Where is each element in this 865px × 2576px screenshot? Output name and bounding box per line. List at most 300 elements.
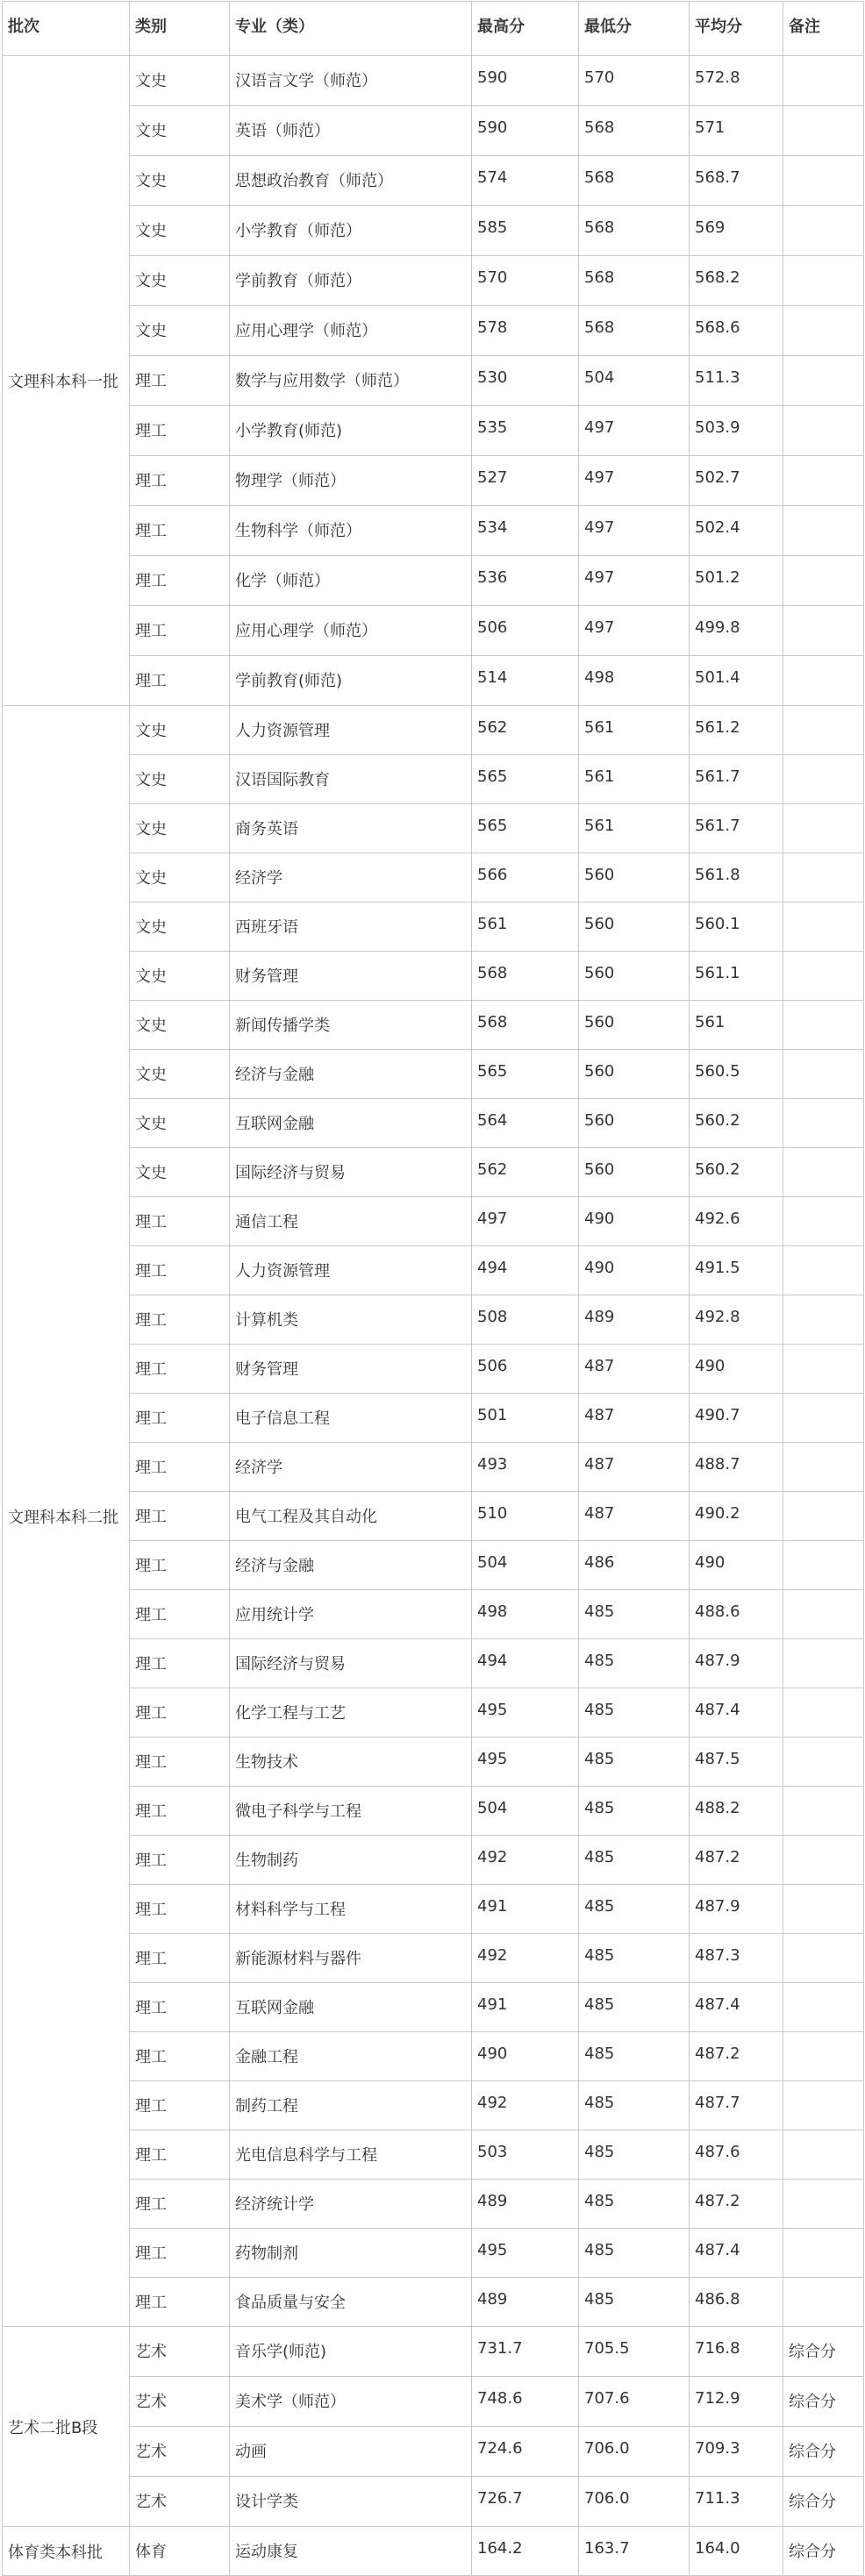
table-row xyxy=(3,1295,864,1345)
note-cell xyxy=(783,952,864,1001)
batch-cell: 文理科本科一批 xyxy=(3,56,130,706)
category-cell: 理工 xyxy=(130,1787,230,1836)
max-score-cell: 724.6 xyxy=(472,2427,579,2477)
max-score-cell: 492 xyxy=(472,1934,579,1983)
category-cell: 理工 xyxy=(130,1836,230,1885)
avg-score-cell: 164.0 xyxy=(690,2527,783,2576)
max-score-cell: 565 xyxy=(472,804,579,853)
category-cell: 理工 xyxy=(130,1590,230,1639)
avg-score-cell: 560.5 xyxy=(690,1050,783,1099)
max-score-cell: 506 xyxy=(472,606,579,656)
major-cell: 化学工程与工艺 xyxy=(230,1688,472,1738)
major-cell: 经济学 xyxy=(230,1443,472,1492)
avg-score-cell: 511.3 xyxy=(690,356,783,406)
avg-score-cell: 501.4 xyxy=(690,656,783,706)
major-cell: 美术学（师范） xyxy=(230,2377,472,2427)
min-score-cell: 706.0 xyxy=(579,2477,690,2527)
min-score-cell: 705.5 xyxy=(579,2327,690,2377)
major-cell: 金融工程 xyxy=(230,2032,472,2081)
note-cell xyxy=(783,903,864,952)
table-row xyxy=(3,106,864,156)
table-row xyxy=(3,804,864,853)
category-cell: 文史 xyxy=(130,106,230,156)
table-row xyxy=(3,356,864,406)
max-score-cell: 534 xyxy=(472,506,579,556)
avg-score-cell: 709.3 xyxy=(690,2427,783,2477)
max-score-cell: 748.6 xyxy=(472,2377,579,2427)
table-row xyxy=(3,755,864,804)
admission-scores-table xyxy=(2,1,864,2576)
max-score-cell: 565 xyxy=(472,1050,579,1099)
category-cell: 理工 xyxy=(130,2229,230,2278)
note-cell xyxy=(783,2180,864,2229)
note-cell xyxy=(783,56,864,106)
category-cell: 理工 xyxy=(130,2032,230,2081)
max-score-cell: 495 xyxy=(472,2229,579,2278)
avg-score-cell: 487.4 xyxy=(690,1983,783,2032)
category-cell: 体育 xyxy=(130,2527,230,2576)
category-cell: 理工 xyxy=(130,1295,230,1345)
table-row xyxy=(3,1394,864,1443)
category-cell: 文史 xyxy=(130,952,230,1001)
min-score-cell: 486 xyxy=(579,1541,690,1590)
header-category: 类别 xyxy=(130,2,230,56)
major-cell: 小学教育(师范) xyxy=(230,406,472,456)
table-row xyxy=(3,1148,864,1197)
note-cell xyxy=(783,1394,864,1443)
note-cell xyxy=(783,1050,864,1099)
category-cell: 文史 xyxy=(130,804,230,853)
max-score-cell: 590 xyxy=(472,56,579,106)
major-cell: 设计学类 xyxy=(230,2477,472,2527)
max-score-cell: 510 xyxy=(472,1492,579,1541)
avg-score-cell: 487.6 xyxy=(690,2130,783,2180)
max-score-cell: 504 xyxy=(472,1541,579,1590)
min-score-cell: 706.0 xyxy=(579,2427,690,2477)
major-cell: 药物制剂 xyxy=(230,2229,472,2278)
max-score-cell: 574 xyxy=(472,156,579,206)
category-cell: 艺术 xyxy=(130,2327,230,2377)
max-score-cell: 508 xyxy=(472,1295,579,1345)
min-score-cell: 487 xyxy=(579,1345,690,1394)
major-cell: 物理学（师范） xyxy=(230,456,472,506)
min-score-cell: 560 xyxy=(579,853,690,903)
min-score-cell: 561 xyxy=(579,706,690,755)
category-cell: 艺术 xyxy=(130,2477,230,2527)
min-score-cell: 485 xyxy=(579,1787,690,1836)
category-cell: 理工 xyxy=(130,606,230,656)
category-cell: 理工 xyxy=(130,506,230,556)
avg-score-cell: 487.9 xyxy=(690,1885,783,1934)
table-row xyxy=(3,853,864,903)
note-cell xyxy=(783,1934,864,1983)
major-cell: 制药工程 xyxy=(230,2081,472,2130)
category-cell: 理工 xyxy=(130,2278,230,2327)
avg-score-cell: 491.5 xyxy=(690,1246,783,1295)
min-score-cell: 485 xyxy=(579,2180,690,2229)
note-cell xyxy=(783,1295,864,1345)
major-cell: 学前教育(师范) xyxy=(230,656,472,706)
table-row xyxy=(3,2477,864,2527)
header-batch: 批次 xyxy=(3,2,130,56)
batch-cell: 体育类本科批 xyxy=(3,2527,130,2576)
max-score-cell: 731.7 xyxy=(472,2327,579,2377)
table-row xyxy=(3,1050,864,1099)
table-row xyxy=(3,1688,864,1738)
min-score-cell: 485 xyxy=(579,1639,690,1688)
note-cell xyxy=(783,1197,864,1246)
min-score-cell: 560 xyxy=(579,1050,690,1099)
table-row xyxy=(3,1099,864,1148)
major-cell: 光电信息科学与工程 xyxy=(230,2130,472,2180)
note-cell: 综合分 xyxy=(783,2527,864,2576)
table-row xyxy=(3,1590,864,1639)
max-score-cell: 493 xyxy=(472,1443,579,1492)
major-cell: 经济与金融 xyxy=(230,1050,472,1099)
max-score-cell: 164.2 xyxy=(472,2527,579,2576)
table-row xyxy=(3,2278,864,2327)
category-cell: 理工 xyxy=(130,2180,230,2229)
min-score-cell: 485 xyxy=(579,1836,690,1885)
note-cell xyxy=(783,1148,864,1197)
category-cell: 理工 xyxy=(130,1983,230,2032)
header-row xyxy=(3,2,864,56)
avg-score-cell: 487.5 xyxy=(690,1738,783,1787)
major-cell: 互联网金融 xyxy=(230,1099,472,1148)
table-row xyxy=(3,56,864,106)
table-row xyxy=(3,1541,864,1590)
note-cell xyxy=(783,456,864,506)
avg-score-cell: 561.7 xyxy=(690,755,783,804)
major-cell: 音乐学(师范) xyxy=(230,2327,472,2377)
avg-score-cell: 487.4 xyxy=(690,2229,783,2278)
note-cell xyxy=(783,1492,864,1541)
table-row xyxy=(3,2180,864,2229)
avg-score-cell: 502.4 xyxy=(690,506,783,556)
note-cell: 综合分 xyxy=(783,2327,864,2377)
min-score-cell: 561 xyxy=(579,755,690,804)
avg-score-cell: 568.7 xyxy=(690,156,783,206)
category-cell: 文史 xyxy=(130,156,230,206)
max-score-cell: 562 xyxy=(472,1148,579,1197)
avg-score-cell: 561.8 xyxy=(690,853,783,903)
min-score-cell: 568 xyxy=(579,206,690,256)
table-row xyxy=(3,256,864,306)
note-cell: 综合分 xyxy=(783,2377,864,2427)
avg-score-cell: 492.6 xyxy=(690,1197,783,1246)
avg-score-cell: 487.4 xyxy=(690,1688,783,1738)
avg-score-cell: 561.1 xyxy=(690,952,783,1001)
min-score-cell: 560 xyxy=(579,1099,690,1148)
table-row xyxy=(3,1197,864,1246)
max-score-cell: 590 xyxy=(472,106,579,156)
avg-score-cell: 487.9 xyxy=(690,1639,783,1688)
table-row xyxy=(3,1738,864,1787)
min-score-cell: 163.7 xyxy=(579,2527,690,2576)
note-cell xyxy=(783,1099,864,1148)
avg-score-cell: 572.8 xyxy=(690,56,783,106)
max-score-cell: 530 xyxy=(472,356,579,406)
header-max-score: 最高分 xyxy=(472,2,579,56)
table-body xyxy=(3,56,864,2576)
category-cell: 文史 xyxy=(130,1050,230,1099)
major-cell: 经济学 xyxy=(230,853,472,903)
min-score-cell: 497 xyxy=(579,406,690,456)
max-score-cell: 536 xyxy=(472,556,579,606)
max-score-cell: 494 xyxy=(472,1246,579,1295)
category-cell: 理工 xyxy=(130,1639,230,1688)
min-score-cell: 485 xyxy=(579,2278,690,2327)
note-cell xyxy=(783,1885,864,1934)
max-score-cell: 491 xyxy=(472,1885,579,1934)
category-cell: 理工 xyxy=(130,1688,230,1738)
category-cell: 文史 xyxy=(130,1099,230,1148)
min-score-cell: 561 xyxy=(579,804,690,853)
major-cell: 互联网金融 xyxy=(230,1983,472,2032)
avg-score-cell: 488.6 xyxy=(690,1590,783,1639)
note-cell xyxy=(783,2081,864,2130)
category-cell: 理工 xyxy=(130,456,230,506)
note-cell xyxy=(783,1787,864,1836)
note-cell xyxy=(783,1443,864,1492)
table-row xyxy=(3,1246,864,1295)
min-score-cell: 487 xyxy=(579,1492,690,1541)
max-score-cell: 562 xyxy=(472,706,579,755)
avg-score-cell: 499.8 xyxy=(690,606,783,656)
note-cell xyxy=(783,2278,864,2327)
min-score-cell: 504 xyxy=(579,356,690,406)
major-cell: 生物科学（师范） xyxy=(230,506,472,556)
max-score-cell: 527 xyxy=(472,456,579,506)
max-score-cell: 503 xyxy=(472,2130,579,2180)
category-cell: 理工 xyxy=(130,656,230,706)
min-score-cell: 498 xyxy=(579,656,690,706)
max-score-cell: 489 xyxy=(472,2180,579,2229)
avg-score-cell: 487.2 xyxy=(690,2180,783,2229)
avg-score-cell: 486.8 xyxy=(690,2278,783,2327)
avg-score-cell: 487.2 xyxy=(690,2032,783,2081)
avg-score-cell: 561.7 xyxy=(690,804,783,853)
category-cell: 文史 xyxy=(130,306,230,356)
major-cell: 小学教育（师范） xyxy=(230,206,472,256)
max-score-cell: 565 xyxy=(472,755,579,804)
note-cell xyxy=(783,1688,864,1738)
max-score-cell: 585 xyxy=(472,206,579,256)
table-row xyxy=(3,306,864,356)
category-cell: 文史 xyxy=(130,256,230,306)
min-score-cell: 490 xyxy=(579,1246,690,1295)
min-score-cell: 485 xyxy=(579,2130,690,2180)
table-row xyxy=(3,2327,864,2377)
avg-score-cell: 487.2 xyxy=(690,1836,783,1885)
avg-score-cell: 712.9 xyxy=(690,2377,783,2427)
avg-score-cell: 568.6 xyxy=(690,306,783,356)
max-score-cell: 497 xyxy=(472,1197,579,1246)
category-cell: 理工 xyxy=(130,1345,230,1394)
avg-score-cell: 711.3 xyxy=(690,2477,783,2527)
max-score-cell: 570 xyxy=(472,256,579,306)
note-cell: 综合分 xyxy=(783,2427,864,2477)
major-cell: 学前教育（师范） xyxy=(230,256,472,306)
note-cell xyxy=(783,1590,864,1639)
table-row xyxy=(3,2427,864,2477)
major-cell: 通信工程 xyxy=(230,1197,472,1246)
table-row xyxy=(3,1934,864,1983)
table-row xyxy=(3,206,864,256)
note-cell xyxy=(783,256,864,306)
max-score-cell: 514 xyxy=(472,656,579,706)
avg-score-cell: 560.2 xyxy=(690,1148,783,1197)
note-cell xyxy=(783,1836,864,1885)
major-cell: 动画 xyxy=(230,2427,472,2477)
note-cell xyxy=(783,506,864,556)
table-row xyxy=(3,2032,864,2081)
category-cell: 理工 xyxy=(130,1197,230,1246)
max-score-cell: 501 xyxy=(472,1394,579,1443)
max-score-cell: 566 xyxy=(472,853,579,903)
major-cell: 西班牙语 xyxy=(230,903,472,952)
avg-score-cell: 571 xyxy=(690,106,783,156)
min-score-cell: 490 xyxy=(579,1197,690,1246)
table-row xyxy=(3,1983,864,2032)
category-cell: 理工 xyxy=(130,1738,230,1787)
table-row xyxy=(3,156,864,206)
major-cell: 汉语国际教育 xyxy=(230,755,472,804)
category-cell: 理工 xyxy=(130,1394,230,1443)
table-row xyxy=(3,406,864,456)
category-cell: 理工 xyxy=(130,356,230,406)
note-cell xyxy=(783,1541,864,1590)
major-cell: 应用心理学（师范） xyxy=(230,606,472,656)
min-score-cell: 485 xyxy=(579,1983,690,2032)
major-cell: 国际经济与贸易 xyxy=(230,1639,472,1688)
avg-score-cell: 560.2 xyxy=(690,1099,783,1148)
min-score-cell: 497 xyxy=(579,456,690,506)
avg-score-cell: 490 xyxy=(690,1345,783,1394)
avg-score-cell: 488.7 xyxy=(690,1443,783,1492)
major-cell: 电气工程及其自动化 xyxy=(230,1492,472,1541)
note-cell xyxy=(783,356,864,406)
max-score-cell: 494 xyxy=(472,1639,579,1688)
min-score-cell: 568 xyxy=(579,256,690,306)
avg-score-cell: 716.8 xyxy=(690,2327,783,2377)
min-score-cell: 485 xyxy=(579,1738,690,1787)
major-cell: 生物技术 xyxy=(230,1738,472,1787)
note-cell xyxy=(783,606,864,656)
note-cell xyxy=(783,306,864,356)
table-row xyxy=(3,706,864,755)
avg-score-cell: 490 xyxy=(690,1541,783,1590)
major-cell: 微电子科学与工程 xyxy=(230,1787,472,1836)
avg-score-cell: 490.2 xyxy=(690,1492,783,1541)
table-row xyxy=(3,2377,864,2427)
note-cell xyxy=(783,2032,864,2081)
category-cell: 理工 xyxy=(130,1934,230,1983)
category-cell: 理工 xyxy=(130,1492,230,1541)
min-score-cell: 568 xyxy=(579,156,690,206)
major-cell: 人力资源管理 xyxy=(230,706,472,755)
min-score-cell: 497 xyxy=(579,606,690,656)
table-row xyxy=(3,556,864,606)
min-score-cell: 485 xyxy=(579,1590,690,1639)
category-cell: 文史 xyxy=(130,853,230,903)
note-cell xyxy=(783,206,864,256)
category-cell: 理工 xyxy=(130,556,230,606)
table-row xyxy=(3,952,864,1001)
note-cell xyxy=(783,1001,864,1050)
min-score-cell: 485 xyxy=(579,1934,690,1983)
avg-score-cell: 560.1 xyxy=(690,903,783,952)
category-cell: 文史 xyxy=(130,1001,230,1050)
major-cell: 数学与应用数学（师范） xyxy=(230,356,472,406)
category-cell: 理工 xyxy=(130,1246,230,1295)
note-cell xyxy=(783,156,864,206)
max-score-cell: 504 xyxy=(472,1787,579,1836)
avg-score-cell: 503.9 xyxy=(690,406,783,456)
min-score-cell: 560 xyxy=(579,1148,690,1197)
avg-score-cell: 569 xyxy=(690,206,783,256)
category-cell: 理工 xyxy=(130,2081,230,2130)
major-cell: 运动康复 xyxy=(230,2527,472,2576)
note-cell xyxy=(783,556,864,606)
min-score-cell: 489 xyxy=(579,1295,690,1345)
note-cell xyxy=(783,706,864,755)
min-score-cell: 485 xyxy=(579,2229,690,2278)
major-cell: 英语（师范） xyxy=(230,106,472,156)
major-cell: 材料科学与工程 xyxy=(230,1885,472,1934)
major-cell: 电子信息工程 xyxy=(230,1394,472,1443)
major-cell: 新能源材料与器件 xyxy=(230,1934,472,1983)
header-note: 备注 xyxy=(783,2,864,56)
major-cell: 计算机类 xyxy=(230,1295,472,1345)
category-cell: 文史 xyxy=(130,1148,230,1197)
avg-score-cell: 487.3 xyxy=(690,1934,783,1983)
table-row xyxy=(3,2527,864,2576)
min-score-cell: 497 xyxy=(579,506,690,556)
avg-score-cell: 490.7 xyxy=(690,1394,783,1443)
category-cell: 文史 xyxy=(130,903,230,952)
max-score-cell: 495 xyxy=(472,1688,579,1738)
avg-score-cell: 568.2 xyxy=(690,256,783,306)
min-score-cell: 485 xyxy=(579,1688,690,1738)
category-cell: 文史 xyxy=(130,706,230,755)
max-score-cell: 568 xyxy=(472,952,579,1001)
category-cell: 理工 xyxy=(130,406,230,456)
major-cell: 经济统计学 xyxy=(230,2180,472,2229)
min-score-cell: 485 xyxy=(579,1885,690,1934)
major-cell: 财务管理 xyxy=(230,1345,472,1394)
max-score-cell: 489 xyxy=(472,2278,579,2327)
min-score-cell: 485 xyxy=(579,2032,690,2081)
avg-score-cell: 487.7 xyxy=(690,2081,783,2130)
major-cell: 化学（师范） xyxy=(230,556,472,606)
table-row xyxy=(3,606,864,656)
avg-score-cell: 561 xyxy=(690,1001,783,1050)
table-row xyxy=(3,1492,864,1541)
note-cell xyxy=(783,656,864,706)
note-cell xyxy=(783,2229,864,2278)
avg-score-cell: 561.2 xyxy=(690,706,783,755)
table-row xyxy=(3,456,864,506)
max-score-cell: 491 xyxy=(472,1983,579,2032)
min-score-cell: 707.6 xyxy=(579,2377,690,2427)
table-row xyxy=(3,506,864,556)
note-cell xyxy=(783,106,864,156)
note-cell xyxy=(783,853,864,903)
major-cell: 生物制药 xyxy=(230,1836,472,1885)
table-row xyxy=(3,2229,864,2278)
category-cell: 文史 xyxy=(130,755,230,804)
